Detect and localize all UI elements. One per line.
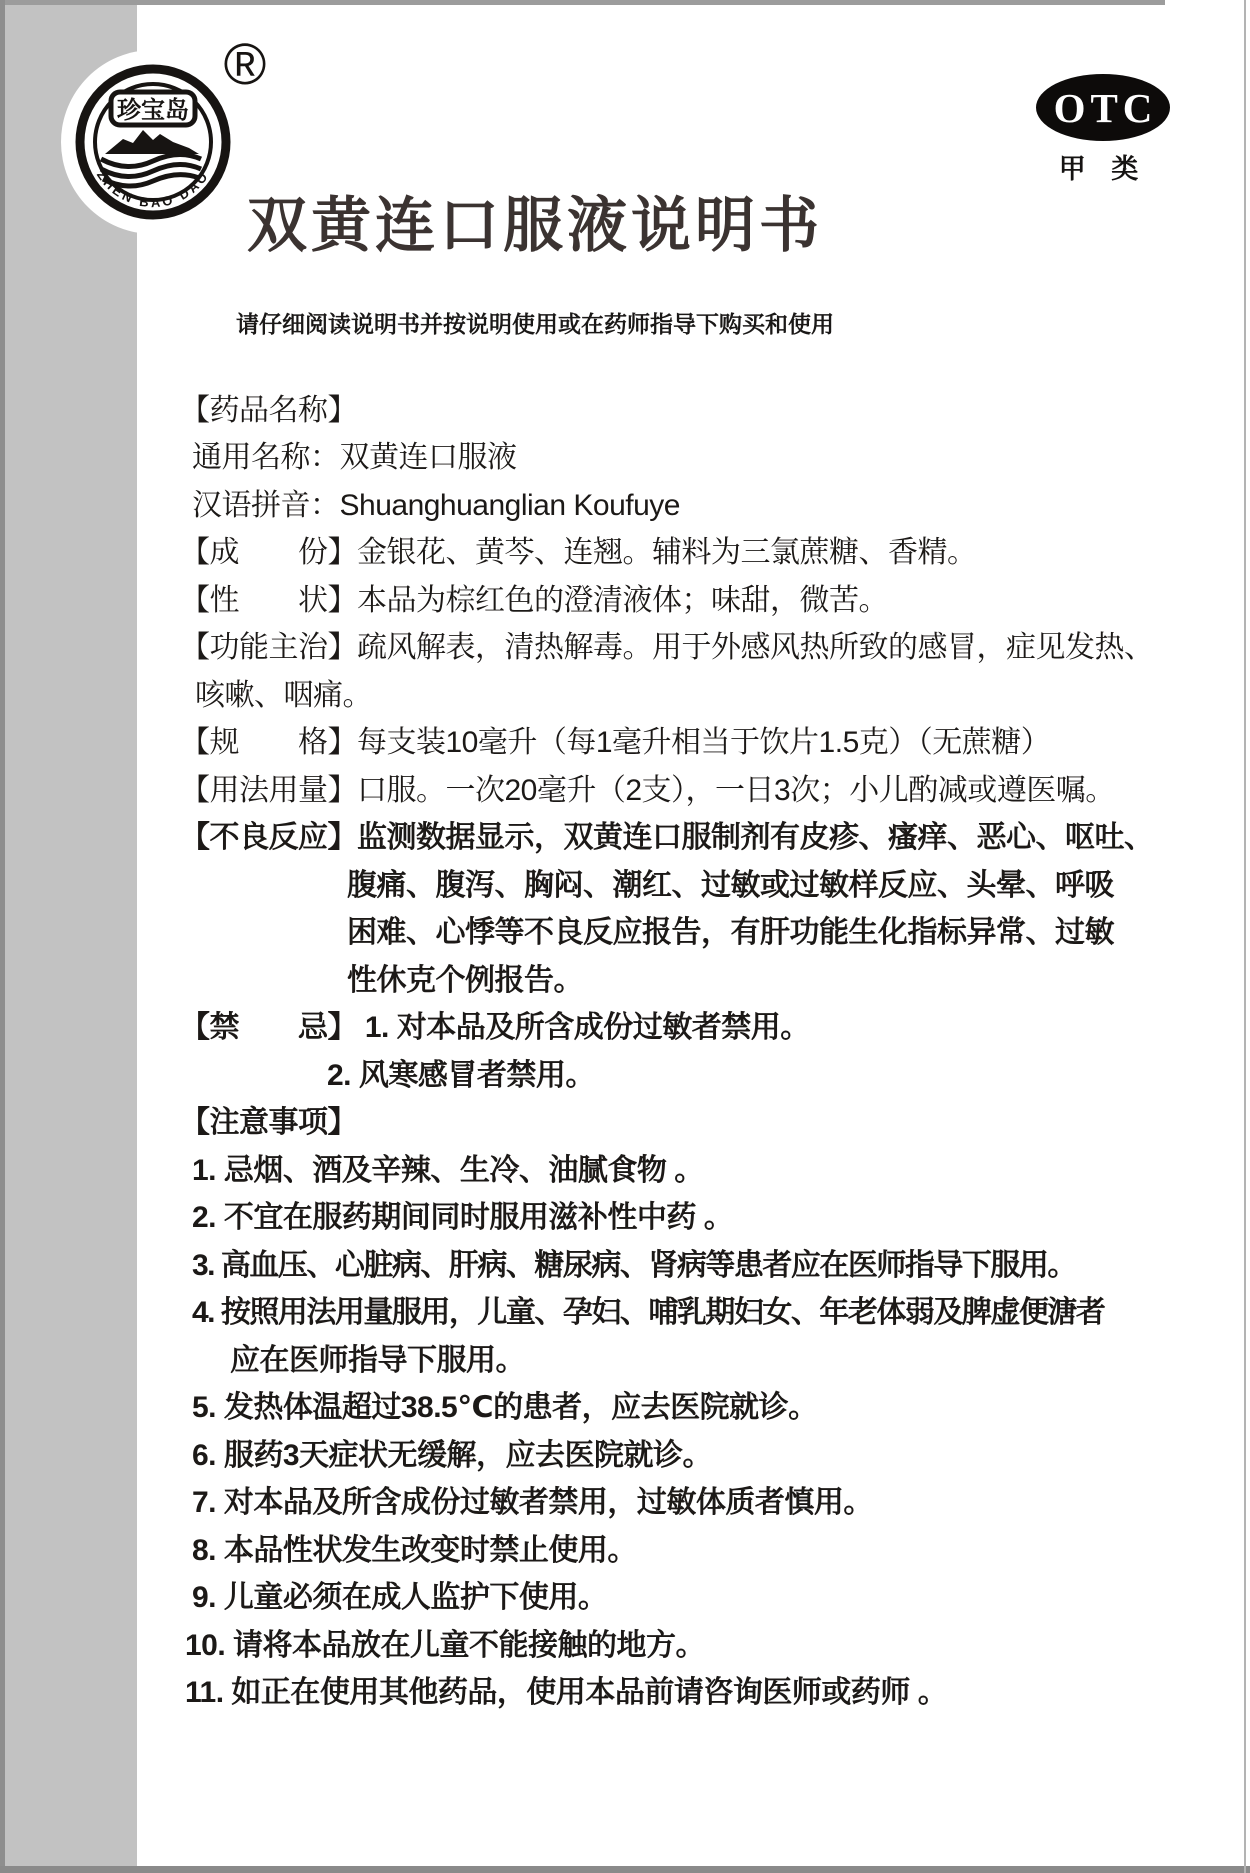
section-dosage: 【用法用量】口服。一次20毫升（2支），一日3次；小儿酌减或遵医嘱。 bbox=[180, 773, 1115, 807]
precaution-item: 2. 不宜在服药期间同时服用滋补性中药 。 bbox=[192, 1201, 734, 1235]
leaflet-body bbox=[180, 383, 1190, 1713]
section-adverse-reactions: 【不良反应】监测数据显示，双黄连口服制剂有皮疹、瘙痒、恶心、呕吐、 bbox=[180, 821, 1154, 855]
pinyin-line: 汉语拼音：Shuanghuanglian Koufuye bbox=[192, 488, 680, 522]
precaution-item: 7. 对本品及所含成份过敏者禁用，过敏体质者慎用。 bbox=[192, 1486, 873, 1520]
otc-label: OTC bbox=[1053, 84, 1158, 131]
contraindication-item: 2. 风寒感冒者禁用。 bbox=[327, 1058, 595, 1092]
adverse-cont-line: 腹痛、腹泻、胸闷、潮红、过敏或过敏样反应、头晕、呼吸 bbox=[347, 868, 1114, 902]
otc-oval-icon bbox=[1036, 74, 1170, 141]
page-border-bottom bbox=[0, 1866, 1250, 1873]
page-border-top bbox=[0, 0, 1165, 5]
adverse-cont-line: 困难、心悸等不良反应报告，有肝功能生化指标异常、过敏 bbox=[347, 916, 1114, 950]
registered-trademark-icon: ® bbox=[223, 32, 267, 97]
page-border-right bbox=[1244, 0, 1246, 1873]
left-gray-sidebar bbox=[5, 5, 137, 1866]
section-drug-name: 【药品名称】 bbox=[180, 393, 357, 427]
logo-brand-text: 珍宝岛 bbox=[117, 97, 189, 124]
functions-cont-line: 咳嗽、咽痛。 bbox=[195, 678, 372, 712]
page-border-left bbox=[0, 0, 5, 1873]
precaution-item: 11. 如正在使用其他药品，使用本品前请咨询医师或药师 。 bbox=[185, 1676, 948, 1710]
precaution-item: 3. 高血压、心脏病、肝病、糖尿病、肾病等患者应在医师指导下服用。 bbox=[192, 1248, 1076, 1282]
precaution-item: 1. 忌烟、酒及辛辣、生冷、油腻食物 。 bbox=[192, 1153, 704, 1187]
precaution-item: 4. 按照用法用量服用，儿童、孕妇、哺乳期妇女、年老体弱及脾虚便溏者 bbox=[192, 1296, 1105, 1330]
section-contraindications: 【禁 忌】 1. 对本品及所含成份过敏者禁用。 bbox=[180, 1011, 810, 1045]
page-title: 双黄连口服液说明书 bbox=[247, 193, 823, 259]
precaution-item: 9. 儿童必须在成人监护下使用。 bbox=[192, 1581, 608, 1615]
section-ingredients: 【成 份】金银花、黄芩、连翘。辅料为三氯蔗糖、香精。 bbox=[180, 536, 977, 570]
adverse-cont-line: 性休克个例报告。 bbox=[347, 963, 583, 997]
otc-class-label: 甲 类 bbox=[1058, 154, 1148, 184]
generic-name-line: 通用名称：双黄连口服液 bbox=[192, 441, 517, 475]
page-subtitle: 请仔细阅读说明书并按说明使用或在药师指导下购买和使用 bbox=[236, 311, 834, 337]
otc-badge bbox=[1036, 74, 1170, 186]
section-description: 【性 状】本品为棕红色的澄清液体；味甜，微苦。 bbox=[180, 583, 888, 617]
precaution-item: 5. 发热体温超过38.5℃的患者，应去医院就诊。 bbox=[192, 1391, 818, 1425]
logo-curved-text: ZHEN BAO DAO bbox=[93, 167, 213, 211]
precaution-cont-line: 应在医师指导下服用。 bbox=[230, 1343, 525, 1377]
section-precautions: 【注意事项】 bbox=[180, 1106, 357, 1140]
section-specification: 【规 格】每支装10毫升（每1毫升相当于饮片1.5克）（无蔗糖） bbox=[180, 726, 1051, 760]
precaution-item: 8. 本品性状发生改变时禁止使用。 bbox=[192, 1533, 637, 1567]
precaution-item: 10. 请将本品放在儿童不能接触的地方。 bbox=[185, 1628, 706, 1662]
precaution-item: 6. 服药3天症状无缓解，应去医院就诊。 bbox=[192, 1438, 713, 1472]
section-functions: 【功能主治】疏风解表，清热解毒。用于外感风热所致的感冒，症见发热、 bbox=[180, 631, 1154, 665]
